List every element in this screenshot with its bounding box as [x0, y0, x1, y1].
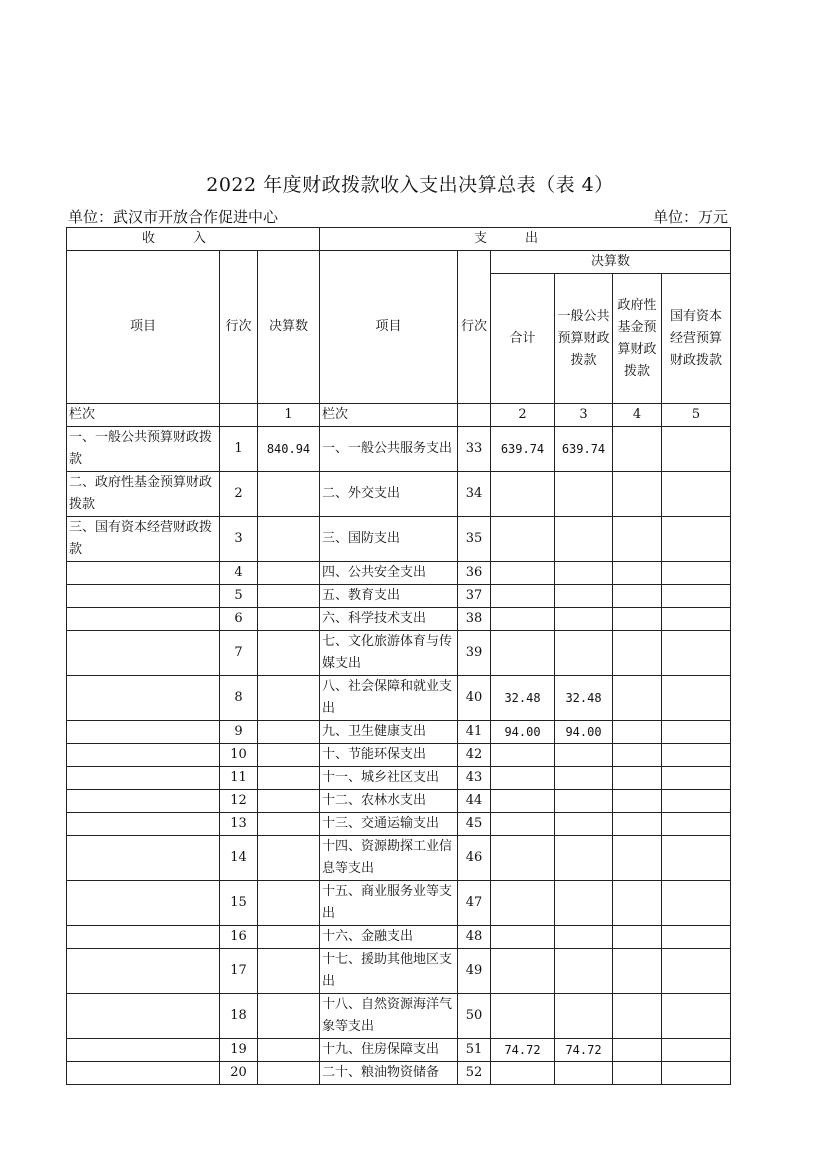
income-amount-cell [258, 994, 320, 1039]
income-amount-cell [258, 676, 320, 721]
total-cell [491, 1062, 555, 1085]
income-line-cell: 10 [220, 744, 258, 767]
general-budget-cell [555, 949, 613, 994]
income-amount-cell [258, 1039, 320, 1062]
income-amount-cell [258, 585, 320, 608]
table-row [67, 517, 731, 562]
col-label-right: 栏次 [320, 404, 458, 427]
table-row [67, 949, 731, 994]
fund-budget-cell [613, 813, 662, 836]
income-item-cell [67, 1062, 220, 1085]
state-capital-cell [662, 517, 731, 562]
fund-budget-cell [613, 562, 662, 585]
state-capital-cell [662, 881, 731, 926]
state-capital-cell [662, 994, 731, 1039]
general-budget-cell [555, 517, 613, 562]
income-amount-cell [258, 926, 320, 949]
income-item-cell [67, 608, 220, 631]
expense-item-cell: 五、教育支出 [320, 585, 458, 608]
income-item-cell [67, 836, 220, 881]
fund-budget-cell [613, 721, 662, 744]
total-cell [491, 813, 555, 836]
expense-line-cell: 50 [458, 994, 491, 1039]
expense-line-cell: 40 [458, 676, 491, 721]
fund-budget-cell [613, 926, 662, 949]
general-budget-cell [555, 926, 613, 949]
state-capital-cell [662, 836, 731, 881]
income-amount-cell [258, 517, 320, 562]
income-line-cell: 15 [220, 881, 258, 926]
income-amount-cell: 840.94 [258, 427, 320, 472]
total-cell [491, 585, 555, 608]
state-capital-cell [662, 790, 731, 813]
expense-line-cell: 48 [458, 926, 491, 949]
expense-line-cell: 49 [458, 949, 491, 994]
income-amount-cell [258, 767, 320, 790]
expense-item-cell: 十六、金融支出 [320, 926, 458, 949]
expense-line-cell: 44 [458, 790, 491, 813]
expense-line-cell: 42 [458, 744, 491, 767]
fund-budget-cell [613, 949, 662, 994]
expense-item-cell: 三、国防支出 [320, 517, 458, 562]
state-capital-cell [662, 767, 731, 790]
expense-item-cell: 十八、自然资源海洋气象等支出 [320, 994, 458, 1039]
settlement-header: 决算数 [491, 251, 731, 274]
expense-line-cell: 46 [458, 836, 491, 881]
expense-item-cell: 十二、农林水支出 [320, 790, 458, 813]
total-cell [491, 631, 555, 676]
general-budget-cell [555, 562, 613, 585]
income-line-cell: 12 [220, 790, 258, 813]
total-cell [491, 836, 555, 881]
table-row [67, 676, 731, 721]
income-amount-cell [258, 744, 320, 767]
total-cell [491, 767, 555, 790]
table-row [67, 585, 731, 608]
income-line-cell: 5 [220, 585, 258, 608]
state-capital-cell [662, 562, 731, 585]
fund-budget-cell [613, 585, 662, 608]
expense-item-cell: 八、社会保障和就业支出 [320, 676, 458, 721]
col-line-empty-right [458, 404, 491, 427]
fund-budget-cell [613, 1039, 662, 1062]
income-line-cell: 2 [220, 472, 258, 517]
general-budget-cell [555, 1062, 613, 1085]
col-number-4: 4 [613, 404, 662, 427]
expense-line-cell: 34 [458, 472, 491, 517]
general-budget-cell: 639.74 [555, 427, 613, 472]
income-header: 收入 [67, 228, 320, 251]
general-budget-cell [555, 836, 613, 881]
fund-budget-cell [613, 472, 662, 517]
table-row [67, 631, 731, 676]
table-row [67, 881, 731, 926]
income-item-cell [67, 767, 220, 790]
table-row [67, 562, 731, 585]
income-amount-cell [258, 1062, 320, 1085]
income-item-cell [67, 813, 220, 836]
fund-budget-cell [613, 836, 662, 881]
fund-budget-cell [613, 631, 662, 676]
total-cell [491, 881, 555, 926]
total-cell [491, 472, 555, 517]
total-cell: 74.72 [491, 1039, 555, 1062]
expense-line-cell: 51 [458, 1039, 491, 1062]
general-budget-header: 一般公共预算财政拨款 [555, 274, 613, 404]
general-budget-cell [555, 881, 613, 926]
total-cell [491, 949, 555, 994]
total-cell [491, 608, 555, 631]
income-item-cell [67, 631, 220, 676]
income-line-cell: 3 [220, 517, 258, 562]
unit-organization: 单位：武汉市开放合作促进中心 [68, 208, 279, 226]
expense-item-cell: 六、科学技术支出 [320, 608, 458, 631]
income-item-cell [67, 585, 220, 608]
state-capital-cell [662, 676, 731, 721]
general-budget-cell [555, 608, 613, 631]
fund-budget-cell [613, 744, 662, 767]
expense-item-cell: 一、一般公共服务支出 [320, 427, 458, 472]
expense-item-cell: 九、卫生健康支出 [320, 721, 458, 744]
state-capital-cell [662, 721, 731, 744]
expense-item-cell: 十一、城乡社区支出 [320, 767, 458, 790]
fund-budget-cell [613, 676, 662, 721]
col-number-5: 5 [662, 404, 731, 427]
income-line-cell: 20 [220, 1062, 258, 1085]
table-row [67, 721, 731, 744]
income-item-cell: 二、政府性基金预算财政拨款 [67, 472, 220, 517]
income-line-cell: 4 [220, 562, 258, 585]
income-item-cell [67, 721, 220, 744]
expense-item-cell: 十五、商业服务业等支出 [320, 881, 458, 926]
income-item-cell [67, 676, 220, 721]
fund-budget-cell [613, 1062, 662, 1085]
total-cell [491, 790, 555, 813]
state-capital-cell [662, 631, 731, 676]
expense-item-cell: 十七、援助其他地区支出 [320, 949, 458, 994]
col-line-empty [220, 404, 258, 427]
expense-line-header: 行次 [458, 251, 491, 404]
table-row [67, 472, 731, 517]
expense-item-cell: 七、文化旅游体育与传媒支出 [320, 631, 458, 676]
fund-budget-cell [613, 881, 662, 926]
general-budget-cell [555, 767, 613, 790]
fund-budget-cell [613, 517, 662, 562]
general-budget-cell [555, 585, 613, 608]
expense-line-cell: 36 [458, 562, 491, 585]
general-budget-cell [555, 813, 613, 836]
fund-budget-cell [613, 427, 662, 472]
income-item-cell: 三、国有资本经营财政拨款 [67, 517, 220, 562]
state-capital-cell [662, 1062, 731, 1085]
fund-budget-cell [613, 790, 662, 813]
col-label-left: 栏次 [67, 404, 220, 427]
income-line-cell: 1 [220, 427, 258, 472]
income-line-cell: 13 [220, 813, 258, 836]
state-capital-cell [662, 427, 731, 472]
total-cell: 32.48 [491, 676, 555, 721]
income-item-cell [67, 744, 220, 767]
table-row [67, 813, 731, 836]
expense-line-cell: 47 [458, 881, 491, 926]
state-capital-cell [662, 585, 731, 608]
income-item-cell [67, 790, 220, 813]
state-capital-cell [662, 472, 731, 517]
income-line-cell: 11 [220, 767, 258, 790]
state-capital-cell [662, 608, 731, 631]
total-cell: 94.00 [491, 721, 555, 744]
income-amount-cell [258, 813, 320, 836]
income-item-cell [67, 926, 220, 949]
col-number-2: 2 [491, 404, 555, 427]
expense-line-cell: 35 [458, 517, 491, 562]
expense-line-cell: 38 [458, 608, 491, 631]
income-line-cell: 19 [220, 1039, 258, 1062]
table-row [67, 744, 731, 767]
fund-budget-cell [613, 608, 662, 631]
income-amount-cell [258, 836, 320, 881]
total-header: 合计 [491, 274, 555, 404]
income-amount-cell [258, 472, 320, 517]
income-amount-cell [258, 608, 320, 631]
income-line-cell: 6 [220, 608, 258, 631]
income-line-cell: 8 [220, 676, 258, 721]
table-row [67, 1039, 731, 1062]
expense-item-cell: 十四、资源勘探工业信息等支出 [320, 836, 458, 881]
fund-budget-cell [613, 767, 662, 790]
income-item-cell: 一、一般公共预算财政拨款 [67, 427, 220, 472]
general-budget-cell [555, 994, 613, 1039]
table-row [67, 427, 731, 472]
col-number-3: 3 [555, 404, 613, 427]
expense-item-cell: 四、公共安全支出 [320, 562, 458, 585]
total-cell [491, 926, 555, 949]
expense-item-header: 项目 [320, 251, 458, 404]
income-line-cell: 16 [220, 926, 258, 949]
income-item-cell [67, 1039, 220, 1062]
expense-line-cell: 33 [458, 427, 491, 472]
general-budget-cell [555, 631, 613, 676]
table-row [67, 926, 731, 949]
total-cell: 639.74 [491, 427, 555, 472]
table-row [67, 1062, 731, 1085]
general-budget-cell: 94.00 [555, 721, 613, 744]
table-row [67, 836, 731, 881]
general-budget-cell [555, 790, 613, 813]
income-amount-cell [258, 790, 320, 813]
total-cell [491, 517, 555, 562]
income-amount-cell [258, 949, 320, 994]
income-line-header: 行次 [220, 251, 258, 404]
income-item-cell [67, 562, 220, 585]
unit-currency: 单位：万元 [652, 208, 728, 226]
expense-item-cell: 十九、住房保障支出 [320, 1039, 458, 1062]
income-item-cell [67, 949, 220, 994]
expense-line-cell: 41 [458, 721, 491, 744]
expense-item-cell: 二、外交支出 [320, 472, 458, 517]
income-line-cell: 18 [220, 994, 258, 1039]
expense-item-cell: 二十、粮油物资储备 [320, 1062, 458, 1085]
income-line-cell: 7 [220, 631, 258, 676]
state-capital-cell [662, 744, 731, 767]
state-capital-cell [662, 949, 731, 994]
total-cell [491, 994, 555, 1039]
general-budget-cell: 74.72 [555, 1039, 613, 1062]
total-cell [491, 562, 555, 585]
state-capital-header: 国有资本经营预算财政拨款 [662, 274, 731, 404]
page-title: 2022 年度财政拨款收入支出决算总表（表 4） [206, 174, 614, 196]
income-item-cell [67, 881, 220, 926]
fund-budget-header: 政府性基金预算财政拨款 [613, 274, 662, 404]
expense-line-cell: 43 [458, 767, 491, 790]
income-item-cell [67, 994, 220, 1039]
income-amount-header: 决算数 [258, 251, 320, 404]
table-row [67, 994, 731, 1039]
state-capital-cell [662, 1039, 731, 1062]
total-cell [491, 744, 555, 767]
expense-line-cell: 45 [458, 813, 491, 836]
general-budget-cell [555, 744, 613, 767]
general-budget-cell [555, 472, 613, 517]
income-amount-cell [258, 881, 320, 926]
state-capital-cell [662, 813, 731, 836]
expense-line-cell: 52 [458, 1062, 491, 1085]
state-capital-cell [662, 926, 731, 949]
table-row [67, 608, 731, 631]
income-amount-cell [258, 631, 320, 676]
income-amount-cell [258, 562, 320, 585]
expense-line-cell: 37 [458, 585, 491, 608]
fund-budget-cell [613, 994, 662, 1039]
table-row [67, 790, 731, 813]
budget-table [66, 227, 731, 1085]
income-item-header: 项目 [67, 251, 220, 404]
expense-item-cell: 十三、交通运输支出 [320, 813, 458, 836]
income-amount-cell [258, 721, 320, 744]
col-number-1: 1 [258, 404, 320, 427]
general-budget-cell: 32.48 [555, 676, 613, 721]
income-line-cell: 14 [220, 836, 258, 881]
expense-header: 支出 [320, 228, 731, 251]
income-line-cell: 9 [220, 721, 258, 744]
income-line-cell: 17 [220, 949, 258, 994]
expense-line-cell: 39 [458, 631, 491, 676]
expense-item-cell: 十、节能环保支出 [320, 744, 458, 767]
table-row [67, 767, 731, 790]
